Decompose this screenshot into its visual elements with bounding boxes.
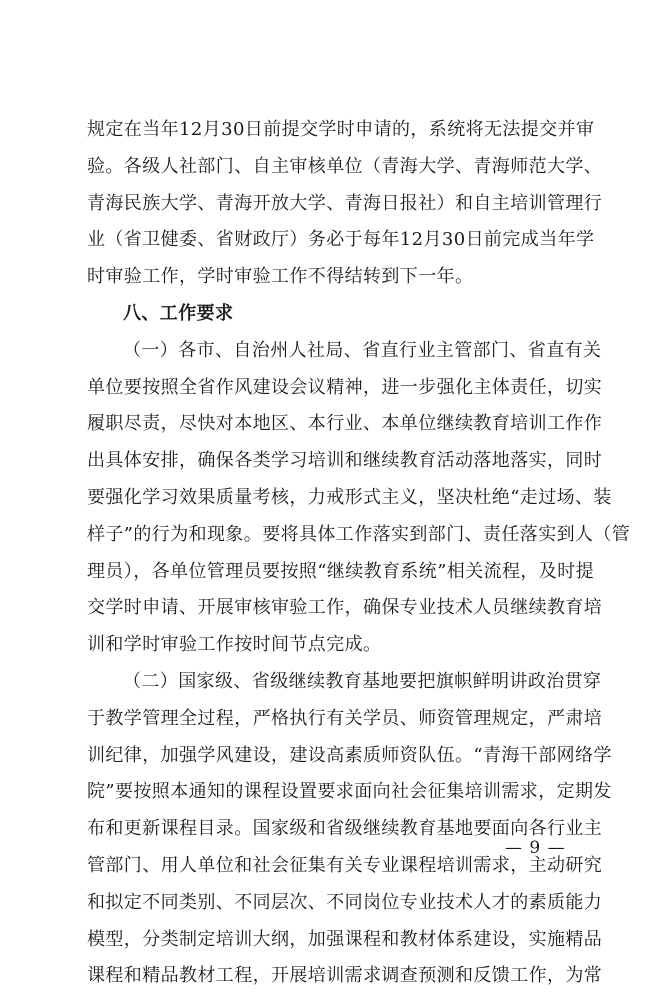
page-number: — 9 —: [505, 838, 566, 858]
text-line: 要强化学习效果质量考核，力戒形式主义，坚决杜绝“走过场、装: [87, 486, 612, 508]
text-line: 业（省卫健委、省财政厅）务必于每年12月30日前完成当年学: [87, 229, 595, 251]
text-line: 青海民族大学、青海开放大学、青海日报社）和自主培训管理行: [87, 192, 603, 214]
paragraph-start: （二）国家级、省级继续教育基地要把旗帜鲜明讲政治贯穿: [123, 670, 602, 692]
text-line: 训和学时审验工作按时间节点完成。: [87, 634, 382, 656]
text-line: 样子”的行为和现象。要将具体工作落实到部门、责任落实到人（管: [87, 523, 631, 545]
text-line: 单位要按照全省作风建设会议精神，进一步强化主体责任，切实: [87, 376, 603, 398]
text-line: 训纪律，加强学风建设，建设高素质师资队伍。“青海干部网络学: [87, 744, 612, 766]
text-line: 理员），各单位管理员要按照“继续教育系统”相关流程，及时提: [87, 560, 595, 582]
text-line: 于教学管理全过程，严格执行有关学员、师资管理规定，严肃培: [87, 707, 603, 729]
text-line: 模型，分类制定培训大纲，加强课程和教材体系建设，实施精品: [87, 928, 603, 950]
text-line: 规定在当年12月30日前提交学时申请的，系统将无法提交并审: [87, 119, 595, 140]
text-line: 验。各级人社部门、自主审核单位（青海大学、青海师范大学、: [87, 155, 603, 177]
section-heading: 八、工作要求: [123, 302, 234, 324]
text-line: 管部门、用人单位和社会征集有关专业课程培训需求，主动研究: [87, 854, 603, 876]
text-line: 和拟定不同类别、不同层次、不同岗位专业技术人才的素质能力: [87, 891, 603, 913]
text-line: 课程和精品教材工程，开展培训需求调查预测和反馈工作，为常: [87, 965, 603, 987]
text-line: 履职尽责，尽快对本地区、本行业、本单位继续教育培训工作作: [87, 413, 603, 435]
text-line: 布和更新课程目录。国家级和省级继续教育基地要面向各行业主: [87, 818, 603, 840]
text-line: 时审验工作，学时审验工作不得结转到下一年。: [87, 266, 474, 288]
body-text: [87, 112, 631, 995]
paragraph-start: （一）各市、自治州人社局、省直行业主管部门、省直有关: [123, 339, 602, 361]
text-line: 交学时申请、开展审核审验工作，确保专业技术人员继续教育培: [87, 597, 603, 619]
text-line: 出具体安排，确保各类学习培训和继续教育活动落地落实，同时: [87, 450, 603, 472]
text-line: 院”要按照本通知的课程设置要求面向社会征集培训需求，定期发: [87, 781, 612, 803]
